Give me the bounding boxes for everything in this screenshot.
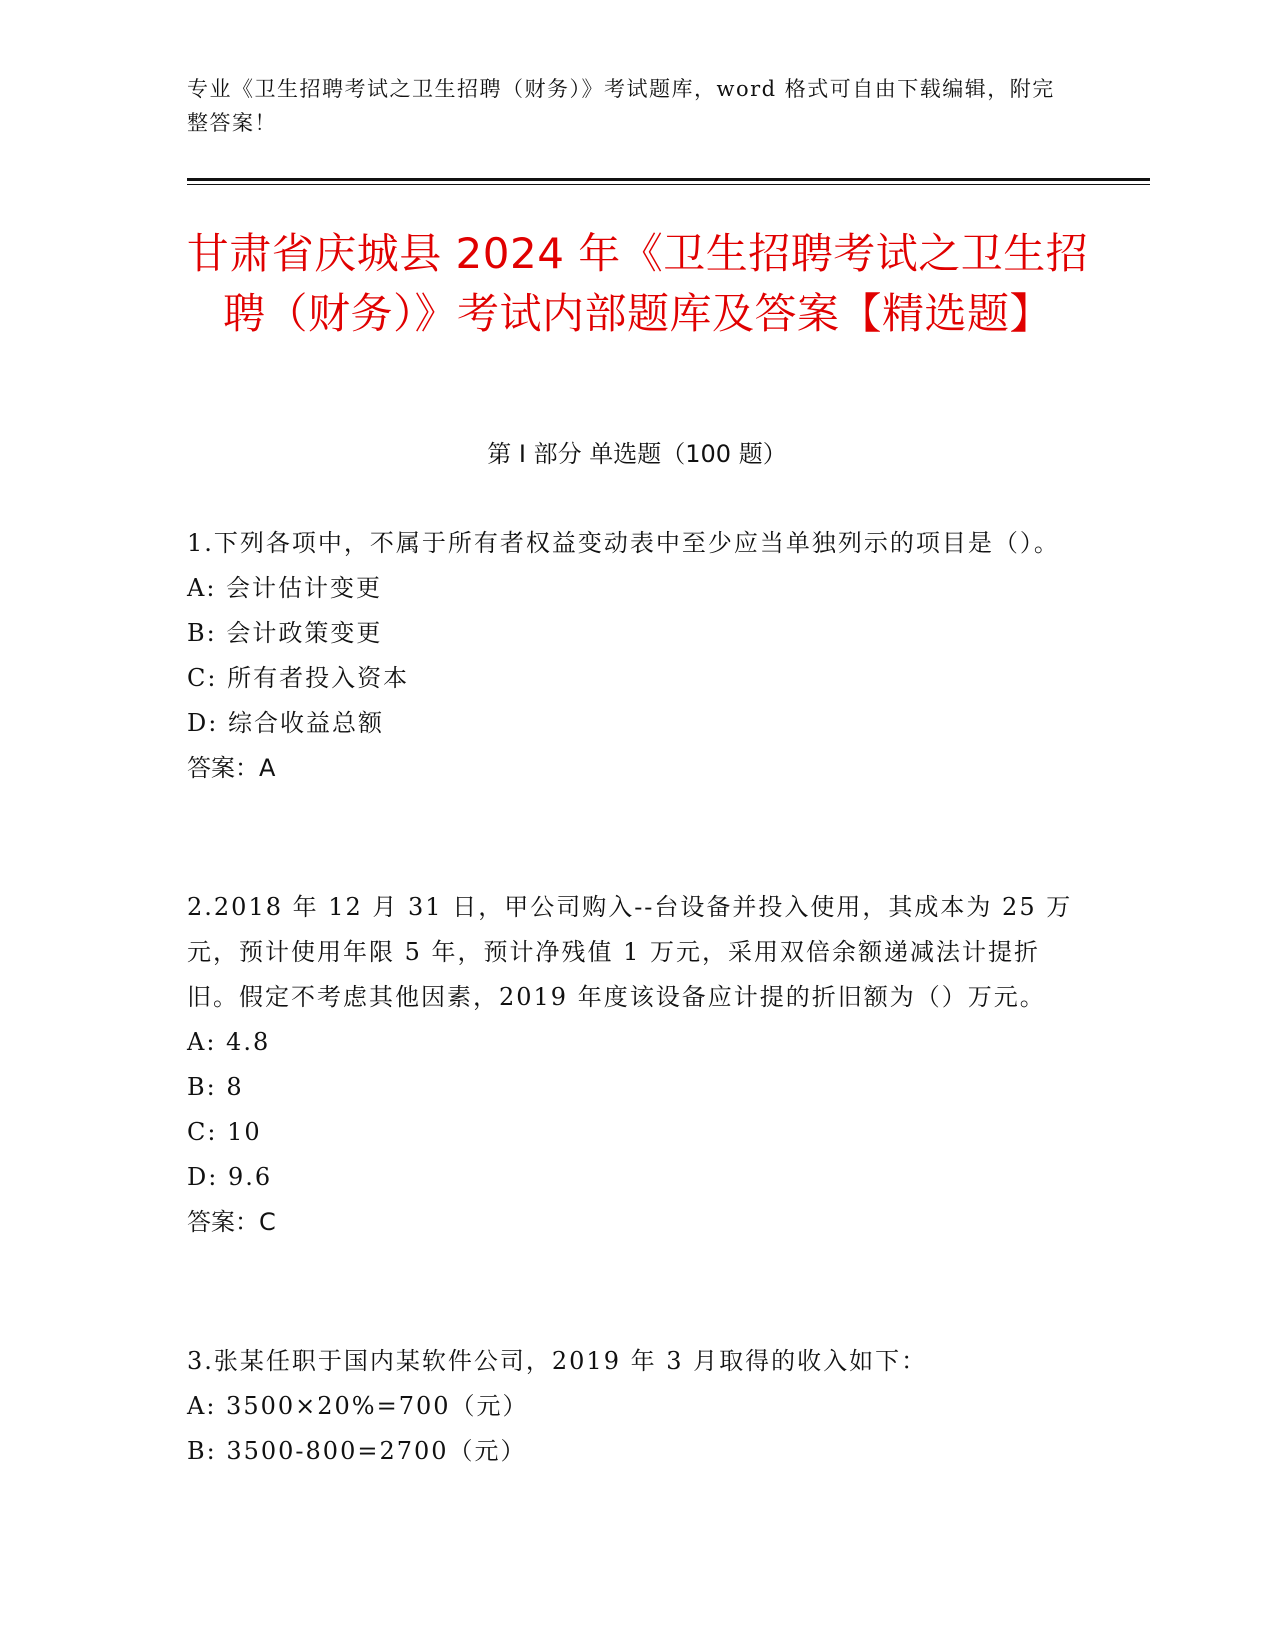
option-d: D: 9.6 bbox=[187, 1163, 273, 1191]
option-a: A: 4.8 bbox=[187, 1028, 271, 1056]
question-stem: 1.下列各项中，不属于所有者权益变动表中至少应当单独列示的项目是（）。 bbox=[187, 529, 1060, 557]
document-title: 甘肃省庆城县 2024 年《卫生招聘考试之卫生招聘（财务）》考试内部题库及答案【精选题】 bbox=[186, 229, 1089, 338]
option-b: B: 8 bbox=[187, 1073, 244, 1101]
option-c: C: 所有者投入资本 bbox=[187, 664, 410, 692]
option-a: A: 3500×20%=700（元） bbox=[187, 1392, 529, 1420]
question-stem: 2.2018 年 12 月 31 日，甲公司购入--台设备并投入使用，其成本为 25 万元，预计使用年限 5 年，预计净残值 1 万元，采用双倍余额递减法计提折旧。假定不考虑其他因素，2019 年度该设备应计提的折旧额为（）万元。 bbox=[187, 893, 1073, 1011]
header-rule-thick bbox=[187, 178, 1150, 181]
question-block bbox=[187, 1339, 1087, 1474]
question-block bbox=[187, 885, 1087, 1245]
option-b: B: 会计政策变更 bbox=[187, 619, 383, 647]
answer-line: 答案：A bbox=[187, 754, 276, 782]
section-heading: 第 I 部分 单选题（100 题） bbox=[487, 440, 787, 468]
question-block bbox=[187, 521, 1087, 791]
question-stem: 3.张某任职于国内某软件公司，2019 年 3 月取得的收入如下： bbox=[187, 1347, 928, 1375]
header-rule-thin bbox=[187, 184, 1150, 185]
option-d: D: 综合收益总额 bbox=[187, 709, 384, 737]
header-note: 专业《卫生招聘考试之卫生招聘（财务）》考试题库，word 格式可自由下载编辑，附完整答案！ bbox=[187, 77, 1055, 135]
option-a: A: 会计估计变更 bbox=[187, 574, 383, 602]
option-c: C: 10 bbox=[187, 1118, 262, 1146]
option-b: B: 3500-800=2700（元） bbox=[187, 1437, 527, 1465]
answer-line: 答案：C bbox=[187, 1208, 276, 1236]
